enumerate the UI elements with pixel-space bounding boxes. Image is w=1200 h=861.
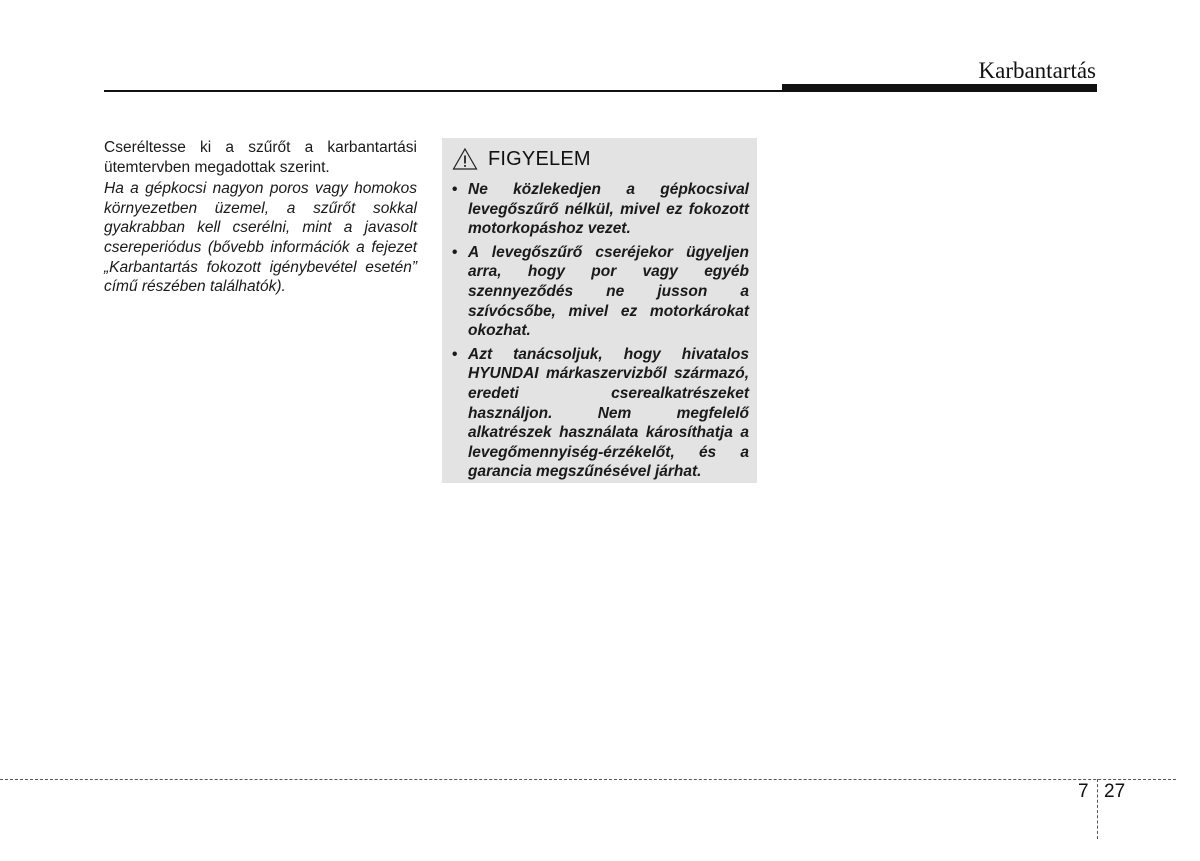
page-number: 27: [1104, 781, 1126, 802]
chapter-number: 7: [1078, 781, 1089, 802]
section-title: Karbantartás: [978, 58, 1096, 83]
warning-item-text: Azt tanácsoljuk, hogy hivatalos HYUNDAI márkaszervizből származó, eredeti cserealkatrészeket használjon. Nem megfelelő alkatrészek használata károsíthatja a levegőmennyiség-érzékelőt, és a garancia megszűnésével járhat.: [468, 345, 749, 481]
bullet-marker: •: [452, 345, 458, 363]
bullet-marker: •: [452, 243, 458, 261]
replacement-instruction: Cseréltesse ki a szűrőt a karbantartási ütemtervben megadottak szerint.: [104, 139, 417, 176]
header-rule-thick: [782, 84, 1097, 92]
bullet-marker: •: [452, 181, 458, 198]
warning-item-text: Ne közlekedjen a gépkocsival levegőszűrő nélkül, mivel ez fokozott motorkopáshoz vezet.: [468, 181, 749, 238]
warning-header: [452, 146, 749, 172]
warning-title: FIGYELEM: [488, 147, 591, 170]
footer-dashed-line: [0, 779, 1176, 780]
left-column: [104, 138, 417, 297]
footer-dashed-divider: [1097, 779, 1098, 839]
warning-box: [442, 138, 757, 483]
warning-triangle-icon: [452, 147, 478, 171]
warning-list: [452, 180, 749, 482]
warning-item: [452, 180, 749, 239]
warning-item: [452, 345, 749, 482]
warning-item-text: A levegőszűrő cseréjekor ügyeljen arra, hogy por vagy egyéb szennyeződés ne jusson a szívócsőbe, mivel ez motorkárokat okozhat.: [468, 243, 749, 340]
dusty-conditions-note: Ha a gépkocsi nagyon poros vagy homokos környezetben üzemel, a szűrőt sokkal gyakrabban kell cserélni, mint a javasolt csereperiódus (bővebb információk a fejezet „Karbantartás fokozott igénybevétel esetén” című részében találhatók).: [104, 180, 417, 296]
warning-item: [452, 243, 749, 341]
header-rule-thin: [104, 90, 782, 92]
